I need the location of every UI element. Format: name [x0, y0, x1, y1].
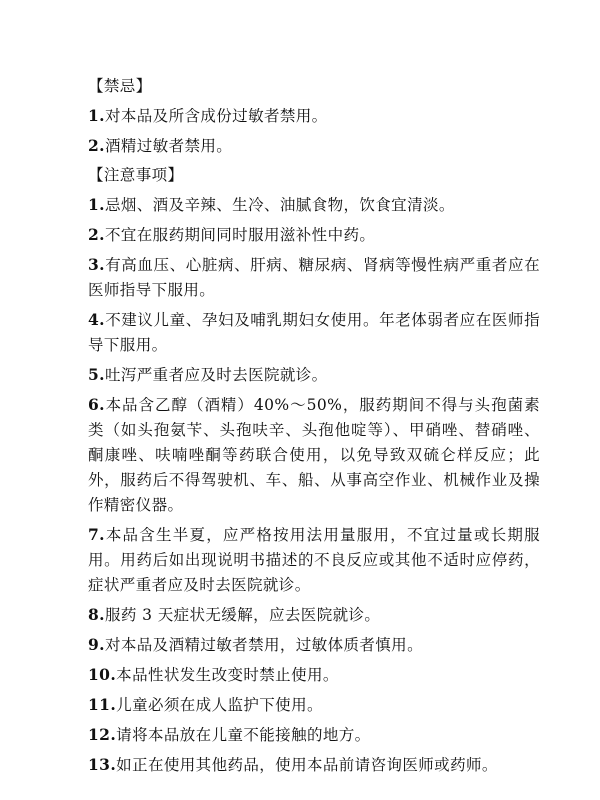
item-number: 2.: [88, 136, 105, 155]
item-number: 7.: [88, 525, 105, 544]
item-text: 吐泻严重者应及时去医院就诊。: [104, 366, 328, 384]
item-text: 有高血压、心脏病、肝病、糖尿病、肾病等慢性病严重者应在医师指导下服用。: [88, 256, 540, 299]
item-number: 1.: [88, 195, 105, 214]
precaution-item: [88, 522, 540, 598]
item-text: 对本品及所含成份过敏者禁用。: [104, 107, 328, 125]
precautions-heading: 【注意事项】: [88, 166, 184, 184]
contraindication-item: [88, 133, 540, 159]
contraindications-heading: 【禁忌】: [88, 77, 152, 95]
item-number: 13.: [88, 755, 117, 774]
precaution-item: [88, 692, 540, 718]
item-number: 5.: [88, 365, 105, 384]
item-text: 服药 3 天症状无缓解，应去医院就诊。: [104, 606, 381, 624]
item-text: 不建议儿童、孕妇及哺乳期妇女使用。年老体弱者应在医师指导下服用。: [88, 311, 540, 354]
item-number: 1.: [88, 106, 105, 125]
item-text: 不宜在服药期间同时服用滋补性中药。: [104, 226, 376, 244]
item-number: 8.: [88, 605, 105, 624]
document-page: [88, 74, 540, 778]
item-number: 12.: [88, 725, 117, 744]
item-text: 本品含生半夏，应严格按用法用量服用，不宜过量或长期服用。用药后如出现说明书描述的不良反应或其他不适时应停药，症状严重者应及时去医院就诊。: [88, 526, 540, 594]
precaution-item: [88, 632, 540, 658]
item-text: 酒精过敏者禁用。: [104, 137, 233, 155]
item-text: 本品含乙醇（酒精）40%～50%，服药期间不得与头孢菌素类（如头孢氨苄、头孢呋辛、头孢他啶等）、甲硝唑、替硝唑、酮康唑、呋喃唑酮等药联合使用，以免导致双硫仑样反应；此外，服药后不得驾驶机、车、船、从事高空作业、机械作业及操作精密仪器。: [88, 396, 540, 514]
item-number: 10.: [88, 665, 117, 684]
item-text: 儿童必须在成人监护下使用。: [116, 696, 323, 714]
precaution-item: [88, 222, 540, 248]
item-text: 请将本品放在儿童不能接触的地方。: [116, 726, 371, 744]
item-text: 对本品及酒精过敏者禁用，过敏体质者慎用。: [104, 636, 423, 654]
item-number: 9.: [88, 635, 105, 654]
item-number: 3.: [88, 255, 105, 274]
item-number: 4.: [88, 310, 105, 329]
contraindication-item: [88, 103, 540, 129]
precaution-item: [88, 307, 540, 358]
item-number: 2.: [88, 225, 105, 244]
precaution-item: [88, 392, 540, 518]
item-number: 6.: [88, 395, 105, 414]
precaution-item: [88, 252, 540, 303]
item-number: 11.: [88, 695, 117, 714]
item-text: 如正在使用其他药品，使用本品前请咨询医师或药师。: [116, 756, 498, 774]
precaution-item: [88, 602, 540, 628]
precaution-item: [88, 192, 540, 218]
precaution-item: [88, 662, 540, 688]
precaution-item: [88, 722, 540, 748]
precaution-item: [88, 752, 540, 778]
item-text: 忌烟、酒及辛辣、生冷、油腻食物，饮食宜清淡。: [104, 196, 455, 214]
item-text: 本品性状发生改变时禁止使用。: [116, 666, 339, 684]
precaution-item: [88, 362, 540, 388]
